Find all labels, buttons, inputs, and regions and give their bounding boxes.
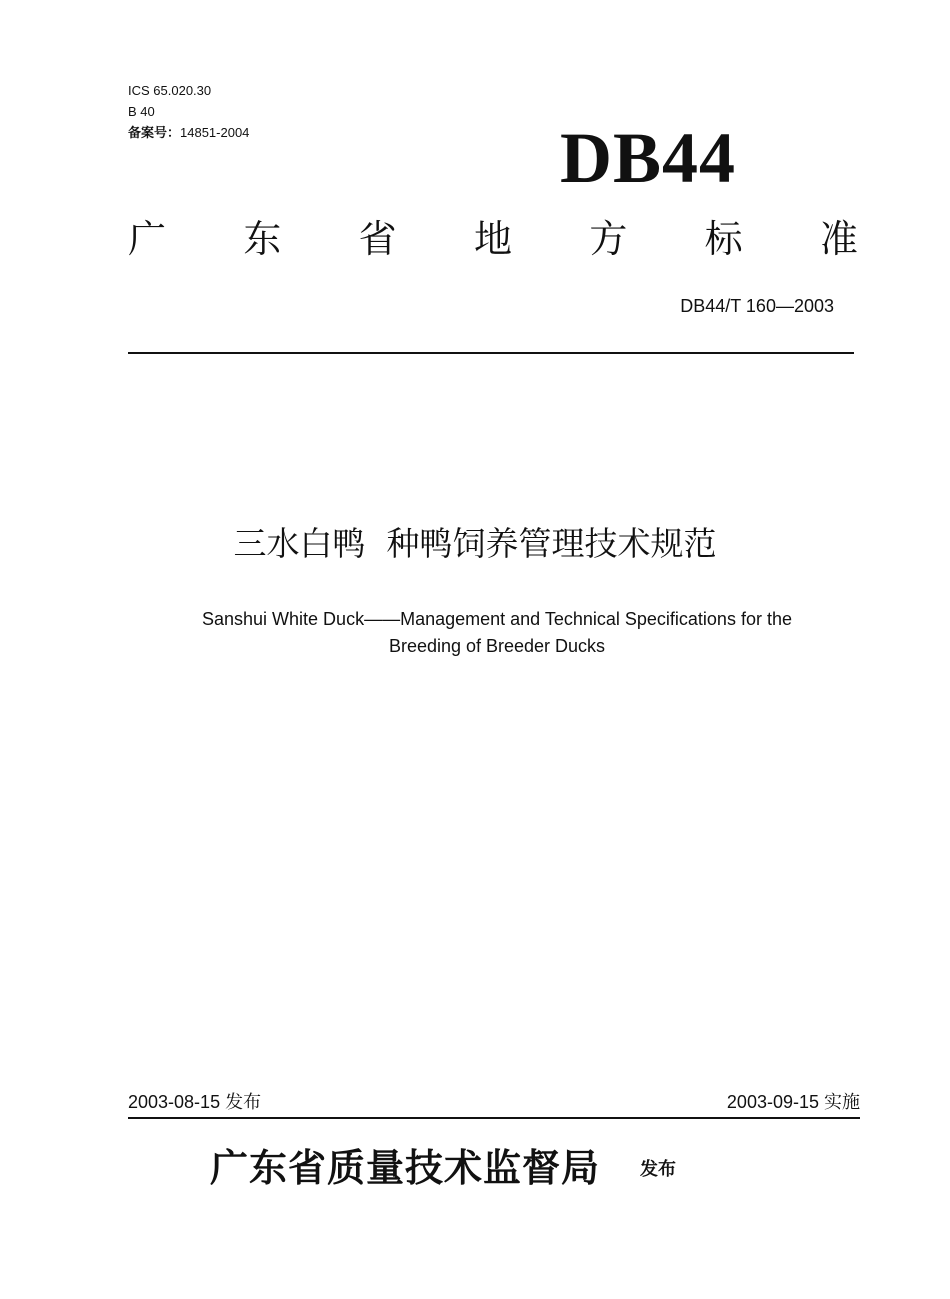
title-english-line-1: Sanshui White Duck——Management and Technical Specifications for the [202, 609, 792, 629]
record-number: 14851-2004 [180, 125, 250, 140]
publisher [210, 1140, 676, 1196]
date-row [128, 1088, 860, 1114]
title-english [140, 606, 854, 660]
db-code-title: DB44 [560, 118, 737, 198]
standard-type-char: 东 [243, 217, 282, 261]
issue-date: 2003-08-15 发布 [128, 1092, 262, 1112]
standard-type-char: 方 [589, 217, 628, 261]
standard-type-heading [128, 214, 858, 264]
standard-type-char: 地 [473, 217, 512, 261]
standard-type-char: 省 [358, 217, 397, 261]
title-chinese: 三水白鸭 种鸭饲养管理技术规范 [233, 524, 717, 563]
standard-number: DB44/T 160—2003 [680, 296, 834, 316]
ics-code: ICS 65.020.30 [128, 83, 212, 98]
header-divider [128, 352, 854, 354]
publisher-suffix: 发布 [640, 1159, 677, 1180]
standard-type-char: 广 [128, 217, 167, 261]
record-number-line [128, 122, 249, 143]
standard-type-char: 准 [819, 217, 858, 261]
title-english-line-2: Breeding of Breeder Ducks [388, 636, 606, 656]
implementation-date: 2003-09-15 实施 [726, 1092, 860, 1112]
footer-divider [128, 1117, 860, 1119]
record-label: 备案号： [128, 125, 181, 140]
standard-type-char: 标 [704, 217, 743, 261]
category-code: B 40 [128, 104, 155, 119]
publisher-name: 广东省质量技术监督局 [210, 1145, 601, 1190]
document-metadata [128, 80, 249, 143]
